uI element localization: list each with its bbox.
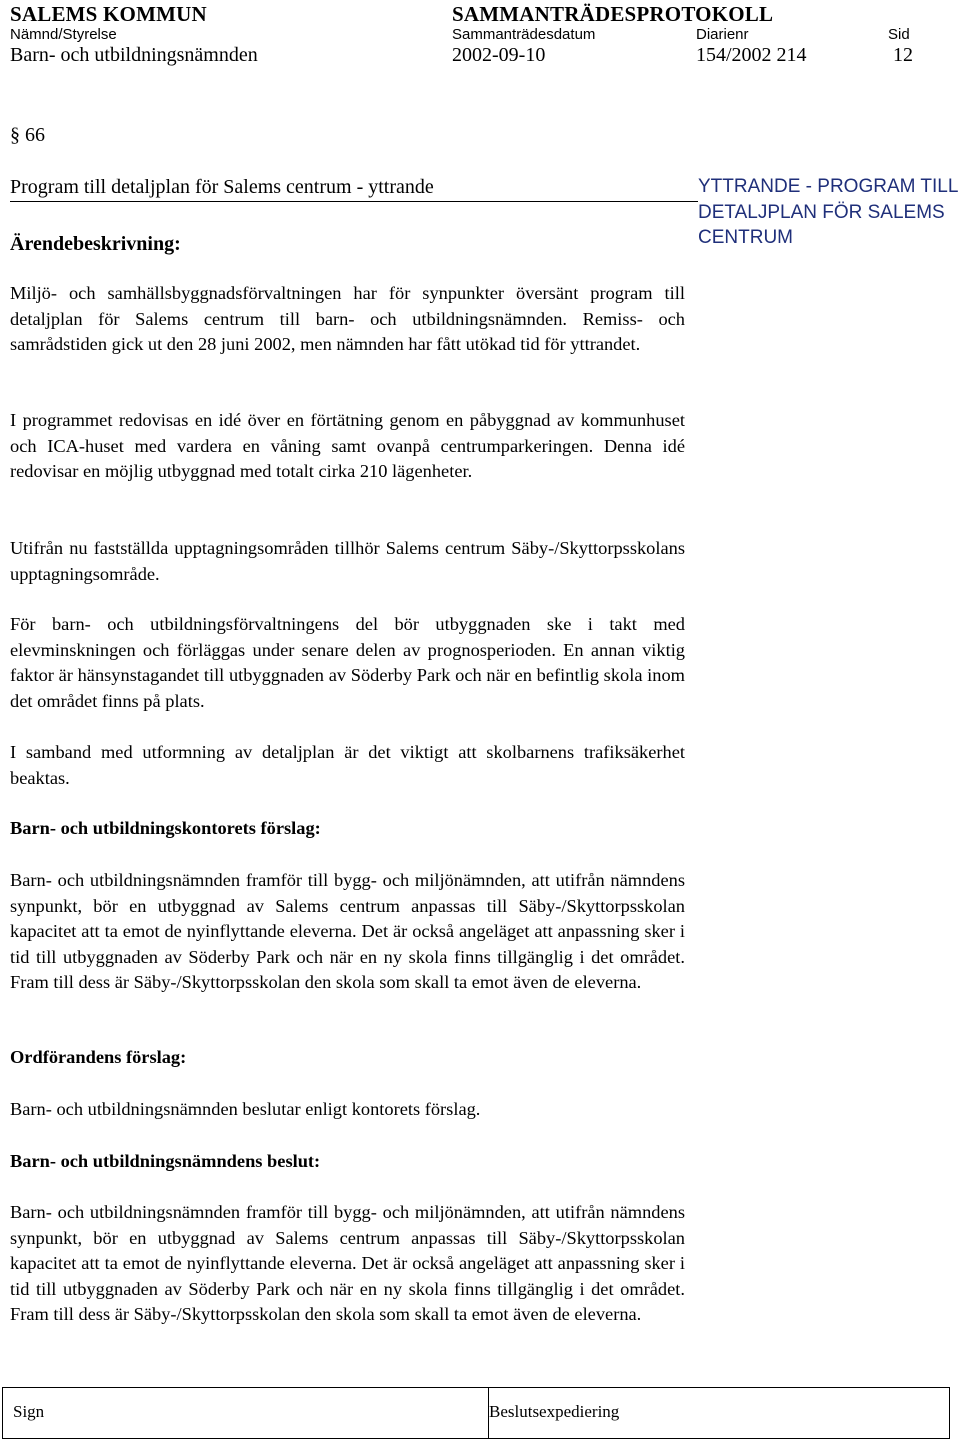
value-date: 2002-09-10	[452, 44, 546, 66]
expedition-label: Beslutsexpediering	[489, 1402, 620, 1421]
heading-decision: Barn- och utbildningsnämndens beslut:	[10, 1151, 321, 1171]
label-body: Nämnd/Styrelse	[10, 26, 117, 43]
paragraph-2: I programmet redovisas en idé över en förtätning genom en påbyggnad av kommunhuset och ICA-huset med vardera en våning samt ovanpå centrumparkeringen. Denna idé redovisar en möjlig utbyggnad med totalt cirka 210 lägenheter.	[10, 410, 685, 481]
organization-name: SALEMS KOMMUN	[10, 2, 207, 26]
value-body: Barn- och utbildningsnämnden	[10, 44, 258, 66]
document-type: SAMMANTRÄDESPROTOKOLL	[452, 2, 774, 26]
title-underline	[10, 201, 698, 202]
sign-label: Sign	[13, 1402, 45, 1421]
chair-proposal-text: Barn- och utbildningsnämnden beslutar enligt kontorets förslag.	[10, 1099, 481, 1119]
label-date: Sammanträdesdatum	[452, 26, 596, 43]
heading-chair-proposal: Ordförandens förslag:	[10, 1047, 187, 1067]
side-caption: YTTRANDE - PROGRAM TILL DETALJPLAN FÖR SALEMS CENTRUM	[698, 176, 958, 248]
label-registry: Diarienr	[696, 26, 749, 43]
heading-office-proposal: Barn- och utbildningskontorets förslag:	[10, 818, 321, 838]
paragraph-number: § 66	[10, 124, 45, 146]
paragraph-1: Miljö- och samhällsbyggnadsförvaltningen har för synpunkter översänt program till detaljplan för Salems centrum till barn- och utbildningsnämnden. Remiss- och samrådstiden gick ut den 28 juni 2002, men nämnden har fått utökad tid för yttrandet.	[10, 283, 685, 354]
value-page: 12	[893, 44, 913, 66]
paragraph-5: I samband med utformning av detaljplan är det viktigt att skolbarnens trafiksäkerhet beaktas.	[10, 742, 685, 788]
paragraph-4: För barn- och utbildningsförvaltningens del bör utbyggnaden ske i takt med elevminskningen och förläggas under senare delen av prognosperioden. En annan viktig faktor är hänsynstagandet till utbyggnaden av Söderby Park och när en befintlig skola inom det området finns på plats.	[10, 614, 685, 711]
office-proposal-text: Barn- och utbildningsnämnden framför till bygg- och miljönämnden, att utifrån nämndens synpunkt, bör en utbyggnad av Salems centrum anpassas till Säby-/Skyttorpsskolan kapacitet att ta emot de nyinflyttande eleverna. Det är också angeläget att anpassning sker i tid till utbyggnaden av Söderby Park och när en ny skola finns tillgänglig i det området. Fram till dess är Säby-/Skyttorpsskolan den skola som skall ta emot även de eleverna.	[10, 870, 685, 992]
decision-text: Barn- och utbildningsnämnden framför till bygg- och miljönämnden, att utifrån nämndens synpunkt, bör en utbyggnad av Salems centrum anpassas till Säby-/Skyttorpsskolan kapacitet att ta emot de nyinflyttande eleverna. Det är också angeläget att anpassning sker i tid till utbyggnaden av Söderby Park och när en ny skola finns tillgänglig i det området. Fram till dess är Säby-/Skyttorpsskolan den skola som skall ta emot även de eleverna.	[10, 1202, 685, 1324]
label-page: Sid	[888, 26, 910, 43]
value-registry: 154/2002 214	[696, 44, 807, 66]
section-title: Program till detaljplan för Salems centrum - yttrande	[10, 176, 434, 198]
case-heading: Ärendebeskrivning:	[10, 233, 181, 255]
paragraph-3: Utifrån nu fastställda upptagningsområden tillhör Salems centrum Säby-/Skyttorpsskolans upptagningsområde.	[10, 538, 685, 584]
signature-footer	[2, 1387, 950, 1439]
